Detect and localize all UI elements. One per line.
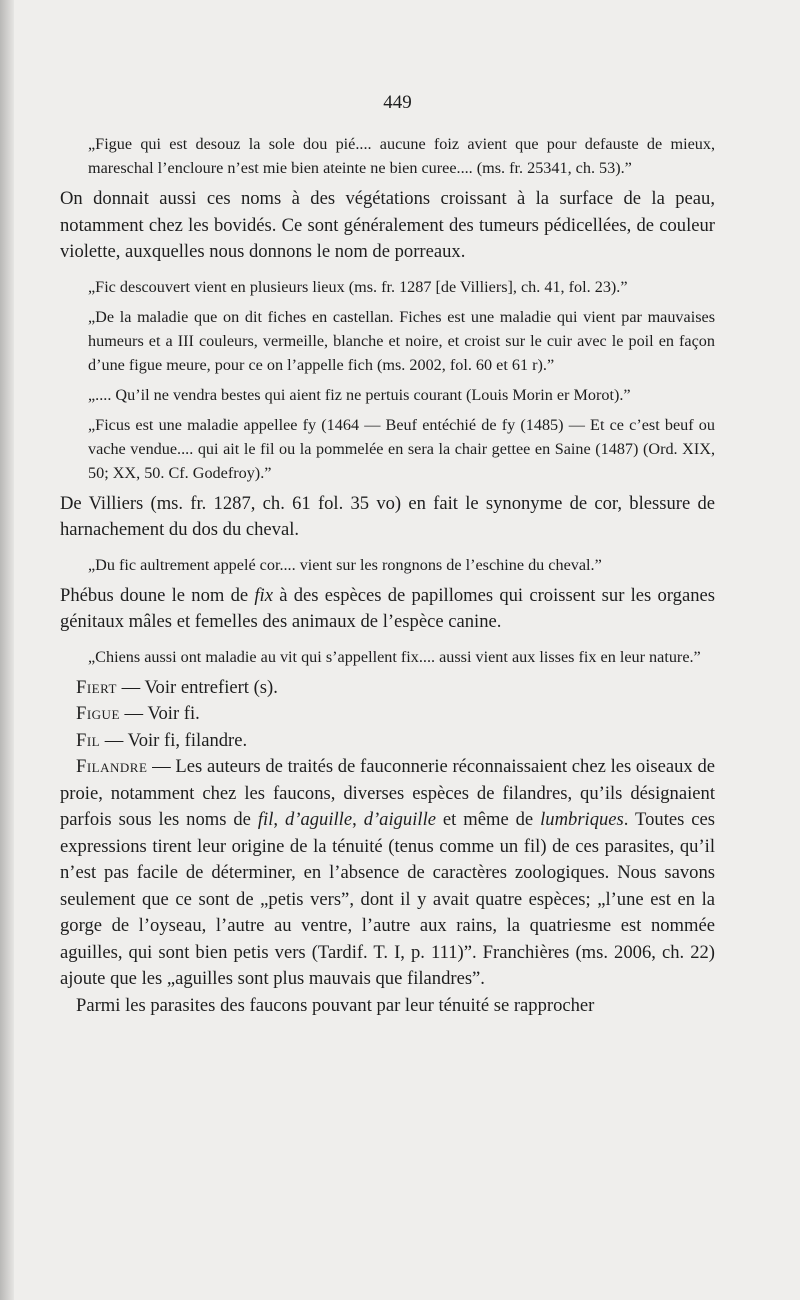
entry-text: — Voir entrefiert (s). bbox=[116, 676, 278, 698]
paragraph-parmi: Parmi les parasites des faucons pouvant par leur ténuité se rapprocher bbox=[76, 994, 595, 1016]
filandre-italic-daiguille: d’aiguille bbox=[363, 809, 436, 830]
paragraph-phebus bbox=[60, 583, 715, 636]
quote-chiens: „Chiens aussi ont maladie au vit qui s’appellent fix.... aussi vient aux lisses fix en leur nature.” bbox=[88, 647, 701, 666]
entry-figue bbox=[60, 701, 715, 728]
entry-head: Figue bbox=[76, 703, 120, 724]
filandre-text-3: , bbox=[352, 809, 364, 830]
quote-fic-cor: „Du fic aultrement appelé cor.... vient sur les rongnons de l’eschine du cheval.” bbox=[88, 555, 602, 574]
filandre-italic-fil: fil bbox=[257, 809, 274, 830]
quote-figue: „Figue qui est desouz la sole dou pié.... aucune foiz avient que pour defauste de mieux, mareschal l’encloure n’est mie bien ateinte ne bien curee.... (ms. fr. 25341, ch. 53).” bbox=[88, 135, 715, 177]
filandre-text-1: — Les auteurs de traités de fauconnerie réconnaissaient chez les oiseaux de proie, notamment chez les faucons, diverses espèces de filandres, qu’ils désignaient parfois sous les noms de bbox=[60, 756, 715, 830]
paragraph-vegetations: On donnait aussi ces noms à des végétations croissant à la surface de la peau, notamment chez les bovidés. Ce sont généralement des tumeurs pédicellées, de couleur violette, auxquelles nous donnons le nom de porreaux. bbox=[60, 188, 715, 262]
entry-head: Fiert bbox=[76, 676, 117, 698]
entry-text: — Voir fi. bbox=[119, 703, 200, 724]
entry-fil bbox=[60, 728, 715, 755]
document-page bbox=[60, 92, 715, 1019]
phebus-after: à des espèces de papillomes qui croissent sur les organes génitaux mâles et femelles des animaux de l’espèce canine. bbox=[60, 584, 716, 632]
quote-fic-descouvert: „Fic descouvert vient en plusieurs lieux (ms. fr. 1287 [de Villiers], ch. 41, fol. 23).” bbox=[88, 277, 628, 296]
entry-filandre bbox=[60, 754, 715, 993]
phebus-italic: fix bbox=[254, 584, 273, 606]
quote-fiches: „De la maladie que on dit fiches en castellan. Fiches est une maladie qui vient par mauvaises humeurs et a III couleurs, vermeille, blanche et noire, et croist sur le cuir avec le poil en façon d’une figue meure, pour ce on l’appelle fich (ms. 2002, fol. 60 et 61 r).” bbox=[88, 307, 715, 374]
quote-ficus: „Ficus est une maladie appellee fy (1464 — Beuf entéchié de fy (1485) — Et ce c’est beuf ou vache vendue.... qui ait le fil ou la pommelée en sera la chair gettee en Saine (1487) (Ord. XIX, 50; XX, 50. Cf. Godefroy).” bbox=[88, 415, 715, 482]
quote-fiz: „.... Qu’il ne vendra bestes qui aient fiz ne pertuis courant (Louis Morin er Morot).” bbox=[88, 385, 631, 404]
page-gutter-shadow bbox=[0, 0, 14, 1300]
filandre-text-2: , bbox=[273, 809, 285, 830]
page-number: 449 bbox=[383, 92, 412, 113]
filandre-italic-lumbriques: lumbriques bbox=[540, 809, 624, 830]
entry-head: Filandre bbox=[76, 756, 148, 777]
paragraph-de-villiers: De Villiers (ms. fr. 1287, ch. 61 fol. 35 vo) en fait le synonyme de cor, blessure de harnachement du dos du cheval. bbox=[60, 492, 715, 540]
phebus-before: Phébus doune le nom de bbox=[60, 584, 255, 606]
entry-text: — Voir fi, filandre. bbox=[100, 729, 248, 751]
entry-fiert bbox=[60, 675, 715, 702]
filandre-text-5: . Toutes ces expressions tirent leur origine de la ténuité (tenus comme un fil) de ces parasites, qu’il n’est pas facile de déterminer, en l’absence de caractères zoologiques. Nous savons seulement que ce sont de „petis vers”, dont il y avait quatre espèces; „l’une est en la gorge de l’oyseau, l’autre au ventre, l’autre aux rains, la quatriesme est nommée aguilles, qui sont bien petis vers (Tardif. T. I, p. 111)”. Franchières (ms. 2006, ch. 22) ajoute que les „aguilles sont plus mauvais que filandres”. bbox=[60, 809, 716, 989]
filandre-italic-daguille: d’aguille bbox=[284, 809, 353, 830]
entry-head: Fil bbox=[76, 729, 101, 751]
filandre-text-4: et même de bbox=[435, 809, 541, 830]
